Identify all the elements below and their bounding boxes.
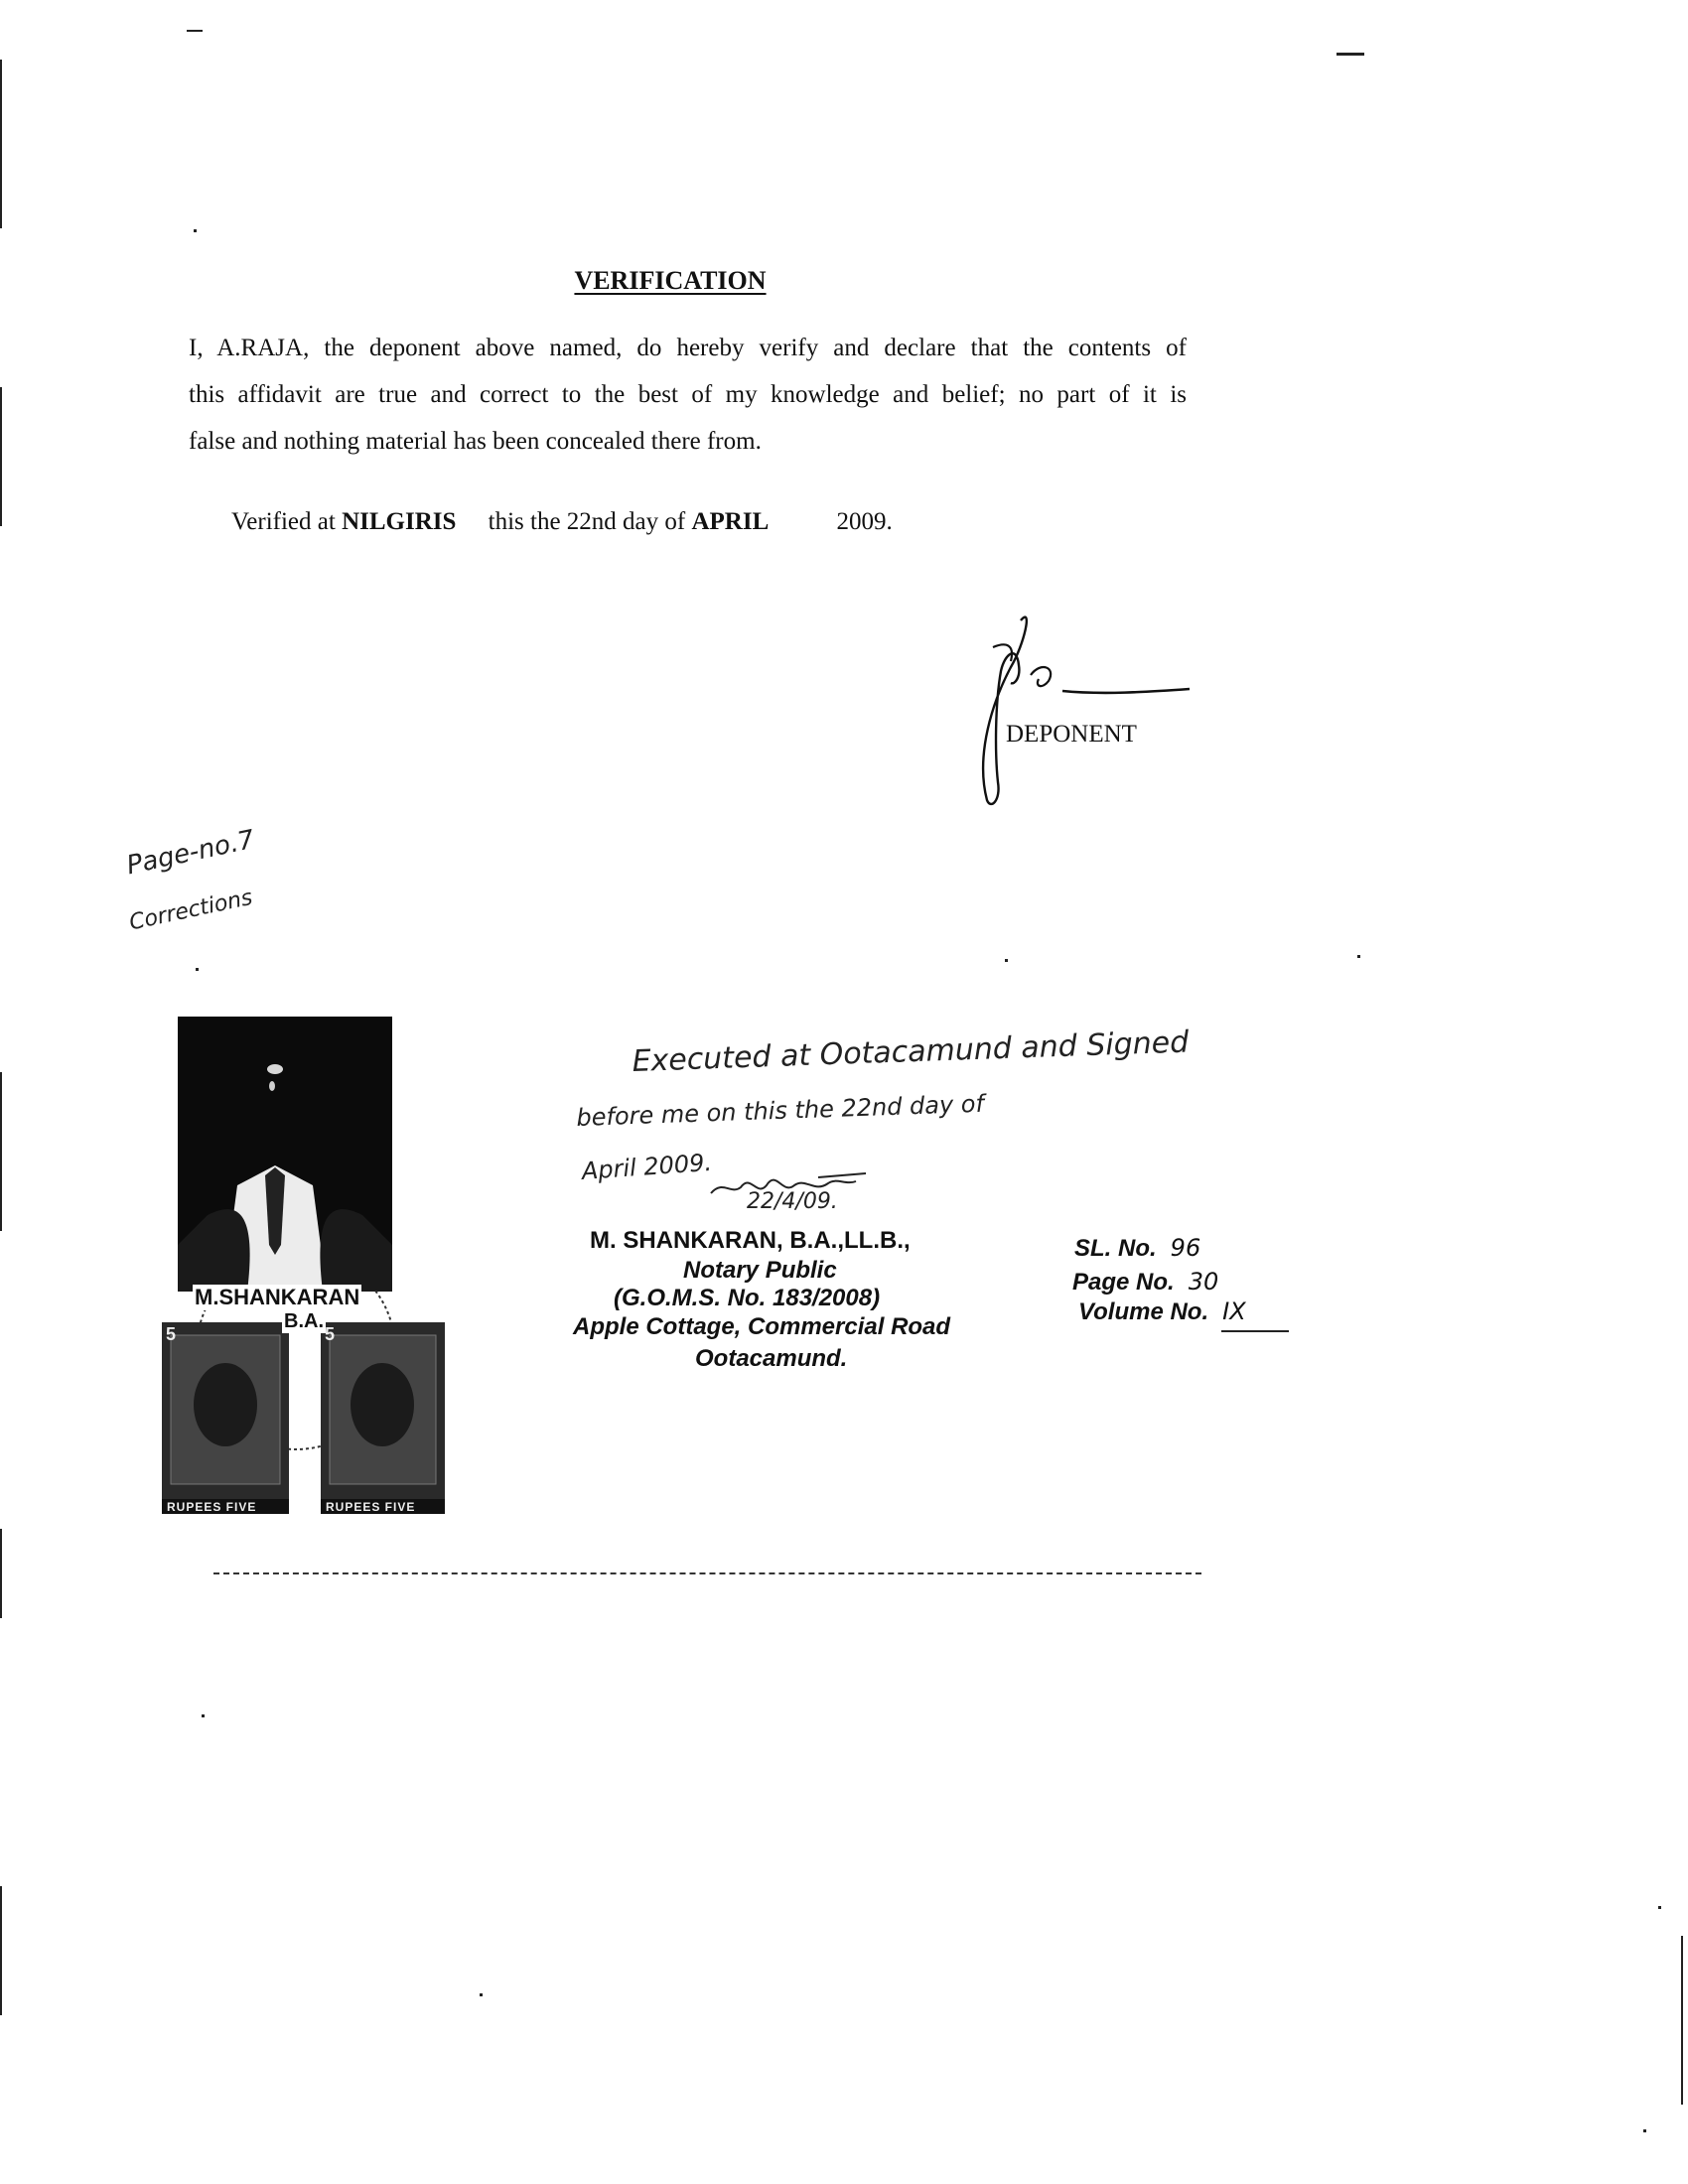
execution-note-line-3: April 2009. [581, 1148, 713, 1185]
register-underline [1221, 1330, 1289, 1332]
deponent-label: DEPONENT [1006, 721, 1137, 748]
register-volume-label: Volume No. [1078, 1298, 1209, 1325]
scan-dot [194, 229, 197, 232]
stamp-value: 5 [166, 1324, 177, 1344]
notary-title: Notary Public [683, 1257, 837, 1284]
register-sl-value: 96 [1170, 1234, 1201, 1262]
scan-mark [1681, 1936, 1683, 2105]
stamp-value: 5 [325, 1324, 336, 1344]
scan-dot [202, 1714, 205, 1717]
scan-mark [0, 1529, 2, 1618]
verified-prefix: Verified at [231, 508, 336, 535]
verified-line [231, 508, 893, 536]
notary-address: Apple Cottage, Commercial Road [573, 1313, 951, 1340]
scan-mark [0, 1072, 2, 1231]
verified-middle: this the 22nd day of [488, 508, 686, 535]
scan-mark [187, 30, 203, 32]
scan-mark [1336, 53, 1364, 56]
scan-dot [1005, 959, 1008, 962]
notary-goms: (G.O.M.S. No. 183/2008) [614, 1285, 881, 1311]
register-sl-label: SL. No. [1074, 1235, 1157, 1262]
notary-name: M. SHANKARAN, B.A.,LL.B., [590, 1227, 911, 1254]
deponent-photo [178, 1017, 392, 1292]
notary-town: Ootacamund. [695, 1345, 848, 1372]
deponent-signature [953, 606, 1211, 819]
seal-name: M.SHANKARAN [195, 1285, 360, 1309]
execution-note-line-2: before me on this the 22nd day of [576, 1089, 985, 1132]
scan-dot [196, 968, 199, 971]
register-sl [1074, 1234, 1200, 1263]
seal-initials: B.A. [284, 1310, 324, 1332]
photo-figure [178, 1017, 392, 1292]
scan-mark [0, 60, 2, 228]
paragraph-line: false and nothing material has been concealed there from. [189, 428, 762, 455]
scan-dot [1643, 2129, 1646, 2132]
register-volume [1078, 1297, 1246, 1326]
verification-heading: VERIFICATION [574, 266, 767, 295]
register-page-label: Page No. [1072, 1269, 1175, 1296]
execution-note-line-1: Executed at Ootacamund and Signed [632, 1024, 1190, 1079]
stamp-label: RUPEES FIVE [326, 1500, 416, 1514]
scan-mark [0, 387, 2, 526]
notary-seal-and-stamps [159, 1285, 447, 1519]
paragraph-line: I, A.RAJA, the deponent above named, do hereby verify and declare that the contents of [189, 335, 1187, 361]
margin-note-page: Page-no.7 [124, 824, 258, 882]
register-page [1072, 1268, 1218, 1297]
notary-signature-date: 22/4/09. [747, 1189, 838, 1214]
register-volume-value: IX [1222, 1297, 1246, 1325]
paragraph-line: this affidavit are true and correct to the best of my knowledge and belief; no part of it is [189, 381, 1187, 408]
scan-dot [480, 1993, 483, 1996]
verified-year: 2009. [836, 508, 893, 535]
dashed-separator [213, 1572, 1201, 1574]
scan-dot [1357, 955, 1360, 958]
scan-dot [1658, 1906, 1661, 1909]
verification-paragraph [189, 325, 1187, 465]
scan-mark [0, 1886, 2, 2015]
stamp-label: RUPEES FIVE [167, 1500, 257, 1514]
register-page-value: 30 [1188, 1268, 1219, 1296]
margin-note-corrections: Corrections [127, 885, 255, 936]
verified-month: APRIL [691, 508, 770, 535]
verified-place: NILGIRIS [342, 508, 457, 535]
